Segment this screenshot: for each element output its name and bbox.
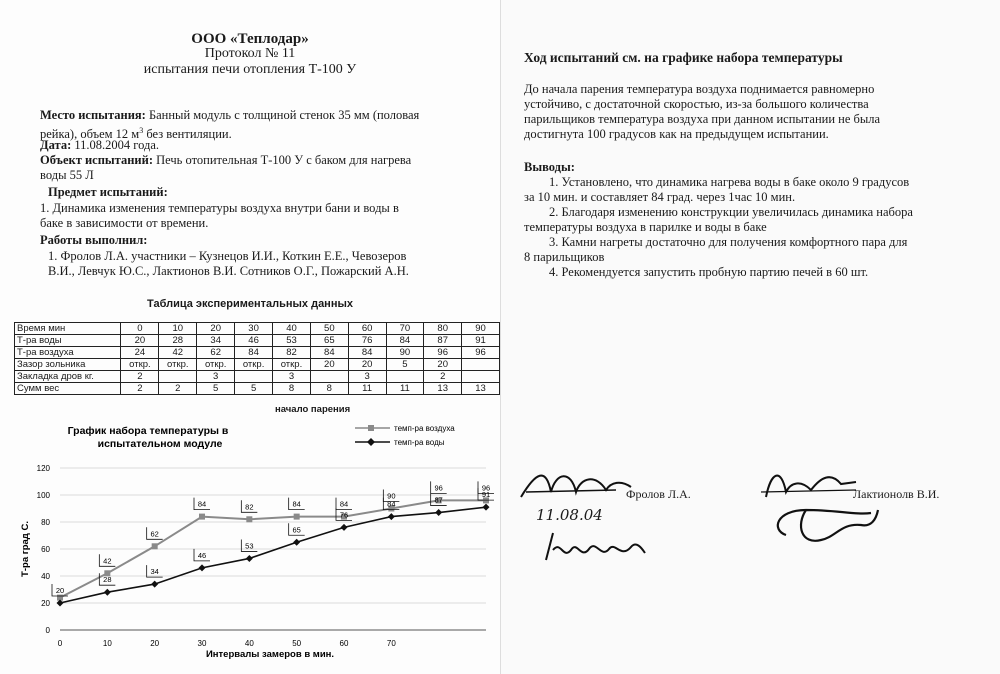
table-cell: 84 bbox=[348, 347, 386, 359]
conclusion-line: 4. Рекомендуется запустить пробную партию печей в 60 шт. bbox=[549, 265, 869, 279]
para-line: До начала парения температура воздуха поднимается равномерно bbox=[524, 82, 875, 96]
table-cell: 11 bbox=[386, 383, 424, 395]
y-tick-label: 60 bbox=[41, 545, 50, 554]
table-row-header: Сумм вес bbox=[15, 383, 121, 395]
series-line-water bbox=[60, 507, 486, 603]
table-row bbox=[15, 335, 500, 347]
table-cell: 76 bbox=[348, 335, 386, 347]
x-tick-label: 50 bbox=[292, 639, 302, 648]
table-cell: 5 bbox=[197, 383, 235, 395]
data-label: 34 bbox=[150, 567, 159, 577]
table-cell: 8 bbox=[310, 383, 348, 395]
table-cell: 34 bbox=[197, 335, 235, 347]
signature-second-icon bbox=[766, 495, 886, 555]
conclusion-line: температуры воздуха в парилке и воды в баке bbox=[524, 220, 767, 234]
object-line bbox=[40, 153, 490, 168]
conclusion-line: за 10 мин. и составляет 84 град. через 1час 10 мин. bbox=[524, 190, 796, 204]
place-label: Место испытания: bbox=[40, 108, 146, 122]
data-point-water bbox=[293, 539, 300, 546]
table-cell bbox=[235, 371, 273, 383]
x-tick-label: 70 bbox=[386, 639, 396, 648]
data-point-water bbox=[435, 509, 442, 516]
data-label: 84 bbox=[292, 499, 301, 509]
table-cell bbox=[386, 371, 424, 383]
table-cell: откр. bbox=[121, 359, 159, 371]
table-cell: 84 bbox=[235, 347, 273, 359]
x-tick-label: 40 bbox=[244, 639, 254, 648]
legend-label: темп-ра воды bbox=[394, 438, 445, 447]
table-cell: 13 bbox=[424, 383, 462, 395]
progress-paragraph bbox=[524, 82, 984, 142]
signature-kuznetsov-icon bbox=[541, 525, 651, 570]
place-text-3: без вентиляции. bbox=[143, 127, 232, 142]
object-text-1: Печь отопительная Т-100 У с баком для нагрева bbox=[153, 153, 412, 167]
data-label: 53 bbox=[245, 541, 254, 551]
table-cell: откр. bbox=[159, 359, 197, 371]
data-label: 87 bbox=[434, 495, 443, 505]
table-row-header: Т-ра воздуха bbox=[15, 347, 121, 359]
data-point-water bbox=[483, 504, 490, 511]
conclusion-line: 1. Установлено, что динамика нагрева воды в баке около 9 градусов bbox=[549, 175, 910, 189]
handwritten-date: 11.08.04 bbox=[536, 506, 603, 524]
table-cell: 11 bbox=[348, 383, 386, 395]
object-label: Объект испытаний: bbox=[40, 153, 153, 167]
table-cell: 96 bbox=[424, 347, 462, 359]
table-cell: 3 bbox=[273, 371, 311, 383]
data-point-water bbox=[104, 589, 111, 596]
data-point-water bbox=[246, 555, 253, 562]
table-cell bbox=[159, 371, 197, 383]
data-label: 96 bbox=[481, 483, 491, 493]
table-cell: 2 bbox=[121, 383, 159, 395]
data-point-water bbox=[199, 564, 206, 571]
x-tick-label: 0 bbox=[57, 639, 63, 648]
legend-marker-air bbox=[368, 425, 374, 431]
table-row-header: Т-ра воды bbox=[15, 335, 121, 347]
table-cell: 20 bbox=[348, 359, 386, 371]
date-value: 11.08.2004 года. bbox=[71, 138, 160, 152]
table-cell: 20 bbox=[424, 359, 462, 371]
works-text-2: В.И., Левчук Ю.С., Лактионов В.И. Сотников О.Г., Пожарский А.Н. bbox=[48, 264, 409, 278]
data-point-air bbox=[246, 516, 252, 522]
data-point-air bbox=[294, 514, 300, 520]
table-cell: 96 bbox=[462, 347, 500, 359]
table-cell: 46 bbox=[235, 335, 273, 347]
progress-heading: Ход испытаний см. на графике набора температуры bbox=[524, 50, 843, 65]
temperature-chart bbox=[0, 418, 500, 674]
table-cell: 5 bbox=[386, 359, 424, 371]
subject-label: Предмет испытаний: bbox=[48, 185, 168, 199]
data-point-air bbox=[152, 543, 158, 549]
place-sup: 3 bbox=[139, 126, 144, 135]
data-label: 62 bbox=[150, 529, 159, 539]
x-axis-label: Интервалы замеров в мин. bbox=[205, 649, 335, 660]
signer-frolov: Фролов Л.А. bbox=[626, 487, 691, 501]
table-row-header: Зазор зольника bbox=[15, 359, 121, 371]
works-heading bbox=[40, 233, 147, 248]
conclusion-line: 2. Благодаря изменению конструкции увеличилась динамика набора bbox=[549, 205, 913, 219]
table-cell: 91 bbox=[462, 335, 500, 347]
legend-marker-water bbox=[367, 438, 375, 446]
data-label: 84 bbox=[387, 499, 396, 509]
table-cell: 90 bbox=[462, 323, 500, 335]
table-cell: 90 bbox=[386, 347, 424, 359]
right-page bbox=[500, 0, 1000, 674]
table-cell: 60 bbox=[348, 323, 386, 335]
subject-heading bbox=[48, 185, 168, 200]
x-tick-label: 20 bbox=[150, 639, 160, 648]
table-cell: 10 bbox=[159, 323, 197, 335]
table-cell: 82 bbox=[273, 347, 311, 359]
table-cell: откр. bbox=[235, 359, 273, 371]
data-label: 84 bbox=[197, 499, 207, 509]
table-cell: откр. bbox=[197, 359, 235, 371]
table-cell: 20 bbox=[197, 323, 235, 335]
table-row bbox=[15, 383, 500, 395]
data-point-air bbox=[199, 514, 205, 520]
conclusions-label: Выводы: bbox=[524, 160, 575, 174]
y-tick-label: 0 bbox=[45, 626, 50, 635]
table-cell: 42 bbox=[159, 347, 197, 359]
annotation-steam-start: начало парения bbox=[275, 404, 351, 415]
date-line bbox=[40, 138, 159, 153]
legend-label: темп-ра воздуха bbox=[394, 424, 455, 433]
table-cell: 3 bbox=[197, 371, 235, 383]
table-row bbox=[15, 359, 500, 371]
works-label: Работы выполнил: bbox=[40, 233, 148, 247]
data-label: 96 bbox=[434, 483, 443, 493]
table-cell: 84 bbox=[386, 335, 424, 347]
table-cell: 84 bbox=[310, 347, 348, 359]
y-axis-label: Т-ра град С. bbox=[20, 521, 31, 577]
table-row-header: Закладка дров кг. bbox=[15, 371, 121, 383]
table-cell: 65 bbox=[310, 335, 348, 347]
conclusion-line: 8 парильщиков bbox=[524, 250, 605, 264]
table-cell bbox=[462, 359, 500, 371]
table-cell: 0 bbox=[121, 323, 159, 335]
data-point-water bbox=[388, 513, 395, 520]
table-row bbox=[15, 371, 500, 383]
protocol-number: Протокол № 11 bbox=[204, 46, 296, 61]
company-name: ООО «Теплодар» bbox=[191, 31, 309, 47]
place-text-2: рейка), объем 12 м bbox=[40, 127, 140, 142]
data-label: 46 bbox=[197, 550, 207, 560]
table-cell: 24 bbox=[121, 347, 159, 359]
para-line: устойчиво, с достаточной скоростью, из-за большого количества bbox=[524, 97, 869, 111]
x-tick-label: 30 bbox=[197, 639, 207, 648]
table-cell: 80 bbox=[424, 323, 462, 335]
chart-title: График набора температуры в bbox=[67, 425, 229, 437]
object-text-2: воды 55 Л bbox=[40, 168, 94, 182]
protocol-subtitle: испытания печи отопления Т-100 У bbox=[143, 62, 357, 77]
conclusions-list bbox=[524, 175, 984, 280]
table-row-header: Время мин bbox=[15, 323, 121, 335]
place-text-1: Банный модуль с толщиной стенок 35 мм (половая bbox=[145, 108, 420, 122]
place-of-test bbox=[40, 108, 490, 123]
table-row bbox=[15, 347, 500, 359]
experimental-data-table bbox=[14, 322, 500, 395]
table-cell: 2 bbox=[159, 383, 197, 395]
para-line: достигнута 100 градусов как на предыдущем испытании. bbox=[524, 127, 829, 141]
data-label: 20 bbox=[55, 586, 65, 595]
data-point-water bbox=[341, 524, 348, 531]
table-cell: 20 bbox=[310, 359, 348, 371]
table-cell: откр. bbox=[273, 359, 311, 371]
table-cell: 20 bbox=[121, 335, 159, 347]
data-label: 76 bbox=[339, 510, 349, 520]
works-text-1: 1. Фролов Л.А. участники – Кузнецов И.И., Коткин Е.Е., Чевозеров bbox=[48, 249, 407, 263]
signer-laktionov: Лактионолв В.И. bbox=[853, 487, 940, 501]
table-cell: 70 bbox=[386, 323, 424, 335]
data-label: 82 bbox=[245, 502, 254, 512]
signature-frolov-icon bbox=[516, 462, 636, 512]
table-title: Таблица экспериментальных данных bbox=[147, 298, 353, 310]
subject-text-2: баке в зависимости от времени. bbox=[40, 216, 209, 230]
data-label: 84 bbox=[339, 499, 349, 509]
x-tick-label: 10 bbox=[102, 639, 112, 648]
table-cell: 53 bbox=[273, 335, 311, 347]
table-cell bbox=[310, 371, 348, 383]
table-row bbox=[15, 323, 500, 335]
data-label: 90 bbox=[387, 491, 396, 501]
table-cell: 50 bbox=[310, 323, 348, 335]
para-line: парильщиков температура воздуха при данном испытании не была bbox=[524, 112, 881, 126]
y-tick-label: 100 bbox=[36, 491, 50, 500]
table-cell: 13 bbox=[462, 383, 500, 395]
table-cell: 87 bbox=[424, 335, 462, 347]
data-label: 42 bbox=[103, 556, 112, 566]
date-label: Дата: bbox=[40, 138, 72, 152]
y-tick-label: 80 bbox=[41, 518, 50, 527]
table-cell: 2 bbox=[424, 371, 462, 383]
x-tick-label: 60 bbox=[339, 639, 349, 648]
subject-text-1: 1. Динамика изменения температуры воздуха внутри бани и воды в bbox=[40, 201, 399, 215]
data-label: 91 bbox=[481, 490, 491, 500]
table-cell: 3 bbox=[348, 371, 386, 383]
table-cell: 28 bbox=[159, 335, 197, 347]
table-cell: 30 bbox=[235, 323, 273, 335]
table-cell bbox=[462, 371, 500, 383]
table-cell: 8 bbox=[273, 383, 311, 395]
table-cell: 40 bbox=[273, 323, 311, 335]
data-label: 28 bbox=[103, 575, 112, 585]
y-tick-label: 20 bbox=[41, 599, 50, 608]
table-cell: 62 bbox=[197, 347, 235, 359]
chart-title: испытательном модуле bbox=[97, 438, 223, 450]
data-label: 65 bbox=[292, 525, 301, 535]
y-tick-label: 40 bbox=[41, 572, 50, 581]
conclusion-line: 3. Камни нагреты достаточно для получения комфортного пара для bbox=[549, 235, 908, 249]
table-cell: 2 bbox=[121, 371, 159, 383]
data-point-water bbox=[151, 581, 158, 588]
y-tick-label: 120 bbox=[36, 464, 50, 473]
table-cell: 5 bbox=[235, 383, 273, 395]
